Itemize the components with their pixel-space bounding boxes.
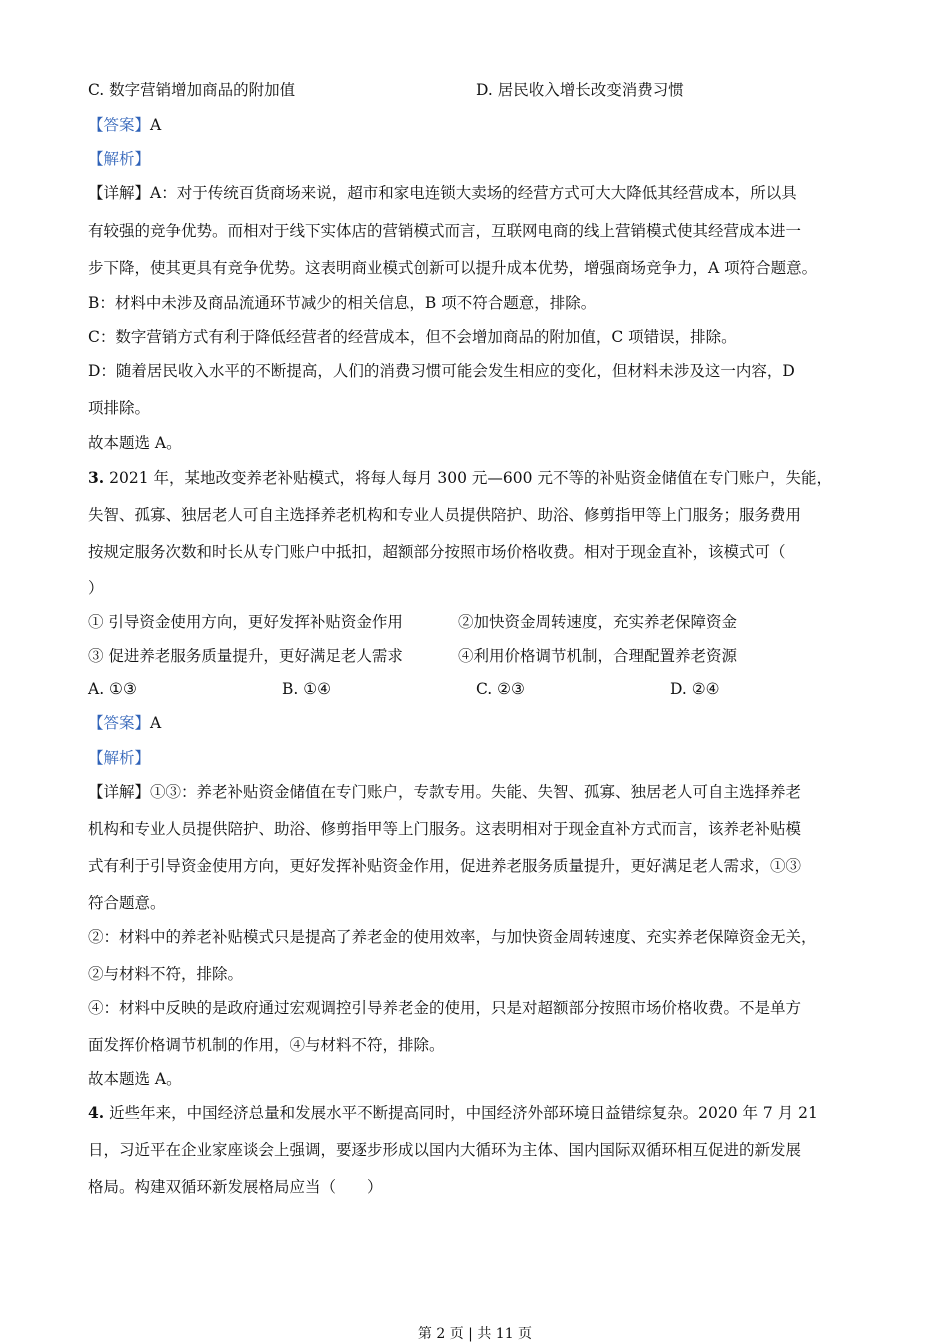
detail-tag: 【详解】 xyxy=(88,184,151,202)
detail-text: ①③：养老补贴资金储值在专门账户，专款专用。失能、失智、孤寡、独居老人可自主选择养老 xyxy=(150,783,802,801)
detail-line: 步下降，使其更具有竞争优势。这表明商业模式创新可以提升成本优势，增强商场竞争力，A 项符合题意。 xyxy=(88,259,818,277)
statement-1: ① 引导资金使用方向，更好发挥补贴资金作用 xyxy=(88,613,403,631)
detail-tag: 【详解】 xyxy=(88,783,151,801)
conclusion: 故本题选 A。 xyxy=(88,434,182,452)
conclusion: 故本题选 A。 xyxy=(88,1070,182,1088)
choice-b: B. ①④ xyxy=(282,680,332,698)
question-3-stem: 失智、孤寡、独居老人可自主选择养老机构和专业人员提供陪护、助浴、修剪指甲等上门服务；服务费用 xyxy=(88,506,802,524)
statement-2-analysis: ②：材料中的养老补贴模式只是提高了养老金的使用效率，与加快资金周转速度、充实养老保障资金无关， xyxy=(88,928,817,946)
answer-line xyxy=(88,114,862,136)
detail-line: 式有利于引导资金使用方向，更好发挥补贴资金作用，促进养老服务质量提升，更好满足老人需求，①③ xyxy=(88,857,802,875)
question-number: 3. xyxy=(88,468,105,487)
option-b-analysis: B：材料中未涉及商品流通环节减少的相关信息，B 项不符合题意，排除。 xyxy=(88,294,597,312)
question-3-stem xyxy=(88,467,862,489)
question-4-stem: 日，习近平在企业家座谈会上强调，要逐步形成以国内大循环为主体、国内国际双循环相互促进的新发展 xyxy=(88,1141,802,1159)
answer-tag: 【答案】 xyxy=(88,714,151,732)
detail-line xyxy=(88,781,862,803)
question-4-stem xyxy=(88,1102,862,1124)
question-number: 4. xyxy=(88,1103,105,1122)
analysis-heading xyxy=(88,148,862,170)
statement-2-analysis: ②与材料不符，排除。 xyxy=(88,965,244,983)
page-footer: 第 2 页 | 共 11 页 xyxy=(417,1326,533,1342)
question-4-stem: 格局。构建双循环新发展格局应当（ ） xyxy=(88,1178,383,1196)
analysis-heading xyxy=(88,747,862,769)
analysis-tag: 【解析】 xyxy=(88,749,151,767)
option-c-analysis: C：数字营销方式有利于降低经营者的经营成本，但不会增加商品的附加值，C 项错误，排除。 xyxy=(88,328,737,346)
detail-line: 有较强的竞争优势。而相对于线下实体店的营销模式而言，互联网电商的线上营销模式使其经营成本进一 xyxy=(88,222,802,240)
statement-4-analysis: 面发挥价格调节机制的作用，④与材料不符，排除。 xyxy=(88,1036,445,1054)
detail-line xyxy=(88,182,862,204)
stem-text: 近些年来，中国经济总量和发展水平不断提高同时，中国经济外部环境日益错综复杂。2020 年 7 月 21 xyxy=(104,1104,818,1122)
option-c: C. 数字营销增加商品的附加值 xyxy=(88,81,296,99)
statement-2: ②加快资金周转速度，充实养老保障资金 xyxy=(458,613,738,631)
detail-text: A：对于传统百货商场来说，超市和家电连锁大卖场的经营方式可大大降低其经营成本，所以具 xyxy=(150,184,797,202)
question-3-stem: ） xyxy=(88,579,104,597)
statement-3: ③ 促进养老服务质量提升，更好满足老人需求 xyxy=(88,647,403,665)
choice-a: A. ①③ xyxy=(88,680,137,698)
option-d-analysis: D：随着居民收入水平的不断提高，人们的消费习惯可能会发生相应的变化，但材料未涉及这一内容，D xyxy=(88,362,795,380)
statement-4-analysis: ④：材料中反映的是政府通过宏观调控引导养老金的使用，只是对超额部分按照市场价格收费。不是单方 xyxy=(88,999,802,1017)
analysis-tag: 【解析】 xyxy=(88,150,151,168)
question-3-stem: 按规定服务次数和时长从专门账户中抵扣，超额部分按照市场价格收费。相对于现金直补，该模式可（ xyxy=(88,543,786,561)
detail-line: 符合题意。 xyxy=(88,894,166,912)
option-d: D. 居民收入增长改变消费习惯 xyxy=(476,81,684,99)
detail-line: 机构和专业人员提供陪护、助浴、修剪指甲等上门服务。这表明相对于现金直补方式而言，该养老补贴模 xyxy=(88,820,802,838)
choice-d: D. ②④ xyxy=(670,680,720,698)
stem-text: 2021 年，某地改变养老补贴模式，将每人每月 300 元—600 元不等的补贴资金储值在专门账户，失能， xyxy=(104,469,832,487)
answer-tag: 【答案】 xyxy=(88,116,151,134)
choice-c: C. ②③ xyxy=(476,680,525,698)
statement-4: ④利用价格调节机制，合理配置养老资源 xyxy=(458,647,738,665)
answer-line xyxy=(88,712,862,734)
option-d-analysis: 项排除。 xyxy=(88,399,151,417)
answer-value: A xyxy=(150,116,162,134)
answer-value: A xyxy=(150,714,162,732)
